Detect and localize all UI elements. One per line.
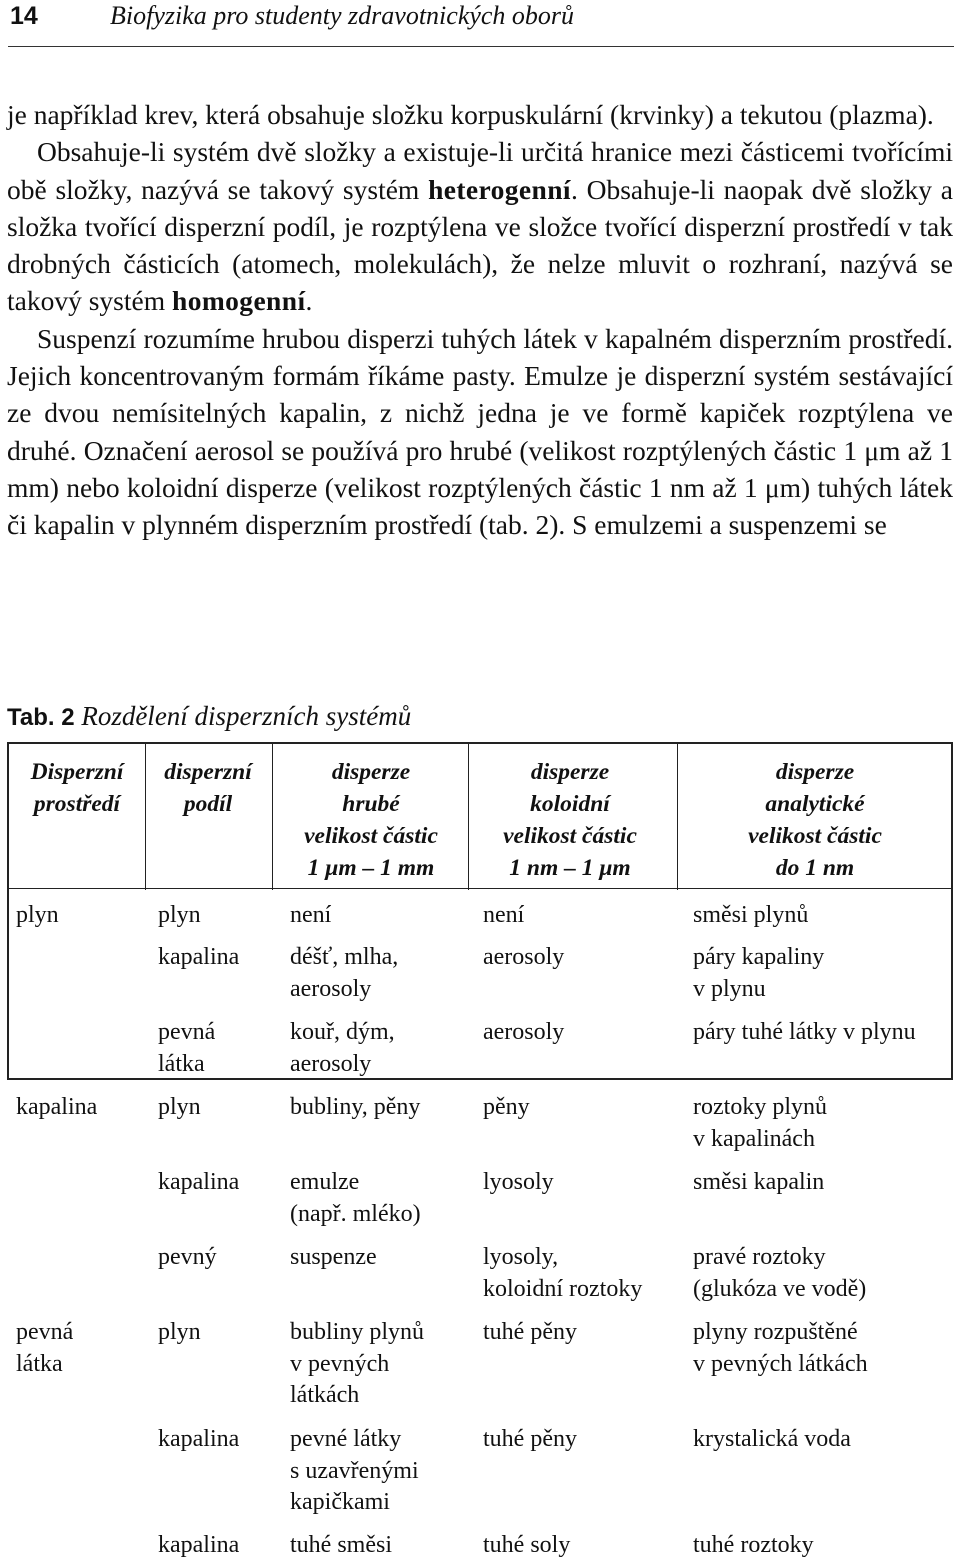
table-cell: [290, 1317, 424, 1412]
table-cell-line: kapalina: [158, 1169, 240, 1195]
table-cell-line: aerosoly: [483, 1019, 565, 1045]
p2-text-a: Obsahuje-li systém dvě složky a existuje-li určitá hranice mezi částicemi tvořícími obě složky, nazývá se takový systém: [7, 136, 953, 205]
table-cell: [483, 1242, 642, 1305]
table-cell: [16, 900, 59, 932]
table-cell-line: s uzavřenými: [290, 1457, 419, 1484]
table-cell-line: bubliny plynů: [290, 1319, 425, 1345]
table-cell: [693, 1530, 814, 1562]
table-cell-line: krystalická voda: [693, 1426, 851, 1452]
table-cell-line: směsi plynů: [693, 902, 809, 928]
table-cell: [693, 1317, 868, 1380]
table-cell-line: plyn: [158, 902, 201, 928]
table-cell-line: v plynu: [693, 975, 766, 1002]
p2-text-b: . Obsahuje-li naopak dvě složky a složka tvořící disperzní podíl, je rozptýlena ve složce tvořící disperzní prostředí v tak drobných částicích (atomech, molekulách), že nelze mluvit o rozhraní, nazývá se takový systém: [7, 173, 953, 317]
table-cell-line: (glukóza ve vodě): [693, 1275, 867, 1302]
table-cell-line: pěny: [483, 1094, 530, 1120]
column-header-line: 1 nm – 1 μm: [509, 855, 631, 881]
running-title: Biofyzika pro studenty zdravotnických oborů: [110, 1, 575, 30]
table-cell: [290, 1092, 420, 1124]
table-cell-line: látka: [16, 1350, 63, 1377]
table-cell-line: plyn: [16, 902, 59, 928]
column-header-line: hrubé: [342, 791, 400, 817]
paragraph-3: Suspenzí rozumíme hrubou disperzi tuhých látek v kapalném disperzním prostředí. Jejich koncentrovaným formám říkáme pasty. Emulze je disperzní systém sestávající ze dvou nemísitelných kapalin, z nichž jedna je ve formě kapiček rozptýlena ve druhé. Označení aerosol se používá pro hrubé (velikost rozptýlených částic 1 μm až 1 mm) nebo koloidní disperze (velikost rozptýlených částic 1 nm až 1 μm) tuhých látek či kapalin v plynném disperzním prostředí (tab. 2). S emulzemi a suspenzemi se: [7, 322, 953, 541]
table-cell-line: emulze: [290, 1169, 360, 1195]
column-header: [685, 756, 945, 884]
column-separator: [677, 742, 678, 890]
table-cell-line: aerosoly: [290, 975, 372, 1002]
table-cell-line: tuhé soly: [483, 1532, 571, 1558]
p2-text-c: .: [305, 285, 313, 317]
table-cell-line: páry kapaliny: [693, 944, 825, 970]
table-cell: [158, 1530, 239, 1562]
table-cell-line: v pevných: [290, 1350, 390, 1377]
table-cell-line: směsi kapalin: [693, 1169, 825, 1195]
table-cell: [16, 1317, 73, 1380]
caption-title: Rozdělení disperzních systémů: [81, 701, 412, 731]
column-header-line: velikost částic: [503, 823, 637, 849]
table-cell-line: aerosoly: [290, 1050, 372, 1077]
table-cell-line: plyn: [158, 1319, 201, 1345]
table-cell-line: v pevných látkách: [693, 1350, 868, 1377]
column-header-line: analytické: [765, 791, 865, 817]
table-cell-line: pevný: [158, 1244, 217, 1270]
table-cell: [290, 900, 331, 932]
table-cell: [693, 1424, 851, 1456]
paragraph-1: je například krev, která obsahuje složku korpuskulární (krvinky) a tekutou (plazma).: [7, 99, 934, 130]
column-header-line: disperze: [331, 759, 411, 785]
table-cell: [693, 1167, 824, 1199]
column-header-line: koloidní: [530, 791, 610, 817]
table-cell: [158, 1242, 217, 1274]
table-cell: [290, 1017, 395, 1080]
table-cell: [158, 1092, 201, 1124]
table-cell-line: roztoky plynů: [693, 1094, 827, 1120]
table-cell: [158, 942, 239, 974]
table-cell-line: bubliny, pěny: [290, 1094, 421, 1120]
table-cell-line: plyny rozpuštěné: [693, 1319, 858, 1345]
column-header-line: prostředí: [33, 791, 121, 817]
table-cell: [158, 900, 201, 932]
table-cell: [693, 900, 808, 932]
table-cell-line: koloidní roztoky: [483, 1275, 643, 1302]
table-cell-line: aerosoly: [483, 944, 565, 970]
header-rule: [8, 46, 954, 47]
table-cell-line: v kapalinách: [693, 1125, 815, 1152]
table-cell: [158, 1167, 239, 1199]
table-cell-line: kouř, dým,: [290, 1019, 395, 1045]
table-cell-line: kapalina: [16, 1094, 98, 1120]
column-separator: [145, 742, 146, 890]
table-cell-line: (např. mléko): [290, 1200, 421, 1227]
table-cell: [483, 1092, 530, 1124]
table-cell-line: kapalina: [158, 1426, 240, 1452]
table-cell: [290, 1424, 419, 1519]
column-header: [475, 756, 665, 884]
table-cell-line: pevná: [16, 1319, 74, 1345]
table-cell-line: pevné látky: [290, 1426, 402, 1452]
table-cell-line: kapalina: [158, 1532, 240, 1558]
table-cell-line: páry tuhé látky v plynu: [693, 1019, 916, 1045]
caption-label: Tab. 2: [7, 704, 75, 731]
table-cell: [158, 1017, 215, 1080]
table-cell-line: pravé roztoky: [693, 1244, 826, 1270]
table-cell: [483, 942, 564, 974]
column-separator: [468, 742, 469, 890]
page-header: [0, 0, 960, 48]
table-cell-line: tuhé směsi: [290, 1532, 392, 1558]
table-cell: [483, 1017, 564, 1049]
table-cell: [483, 1424, 577, 1456]
column-header-line: do 1 nm: [775, 855, 855, 881]
table-cell: [290, 942, 398, 1005]
table-cell-line: látka: [158, 1050, 205, 1077]
table-caption: [7, 701, 411, 732]
table-cell-line: není: [290, 902, 332, 928]
table-cell-line: kapičkami: [290, 1489, 390, 1515]
body-text: [7, 96, 953, 544]
column-header-line: disperze: [530, 759, 610, 785]
table-cell-line: pevná: [158, 1019, 216, 1045]
table-cell-line: látkách: [290, 1382, 360, 1408]
table-cell: [16, 1092, 97, 1124]
table-cell: [693, 1092, 827, 1155]
table-cell-line: není: [483, 902, 525, 928]
table-cell-line: suspenze: [290, 1244, 377, 1270]
column-separator: [272, 742, 273, 890]
table-cell: [158, 1424, 239, 1456]
table-cell-line: lyosoly: [483, 1169, 554, 1195]
column-header: [276, 756, 466, 884]
table-cell-line: déšť, mlha,: [290, 944, 399, 970]
table-cell: [290, 1530, 392, 1562]
table-cell-line: tuhé pěny: [483, 1319, 577, 1345]
table-cell: [483, 1530, 570, 1562]
column-header: [12, 756, 142, 820]
table-cell-line: tuhé roztoky: [693, 1532, 814, 1558]
table-cell-line: tuhé pěny: [483, 1426, 577, 1452]
table-cell-line: plyn: [158, 1094, 201, 1120]
table-cell-line: lyosoly,: [483, 1244, 559, 1270]
column-header-line: Disperzní: [30, 759, 124, 785]
column-header: [148, 756, 268, 820]
column-header-line: disperze: [775, 759, 855, 785]
term-heterogenni: heterogenní: [428, 173, 571, 205]
column-header-line: disperzní: [164, 759, 252, 785]
column-header-line: podíl: [183, 791, 233, 817]
term-homogenni: homogenní: [172, 285, 306, 317]
table-cell: [483, 900, 524, 932]
table-cell: [483, 1317, 577, 1349]
paragraph-2: [7, 133, 953, 319]
table-cell: [158, 1317, 201, 1349]
table-cell: [693, 1017, 916, 1049]
page-number: 14: [10, 2, 38, 30]
column-header-line: 1 μm – 1 mm: [307, 855, 435, 881]
table-cell: [290, 1242, 377, 1274]
table-cell: [693, 1242, 866, 1305]
table-cell-line: kapalina: [158, 944, 240, 970]
table-cell: [483, 1167, 554, 1199]
header-separator: [7, 888, 953, 889]
column-header-line: velikost částic: [748, 823, 882, 849]
column-header-line: velikost částic: [304, 823, 438, 849]
table-cell: [693, 942, 824, 1005]
table-cell: [290, 1167, 421, 1230]
